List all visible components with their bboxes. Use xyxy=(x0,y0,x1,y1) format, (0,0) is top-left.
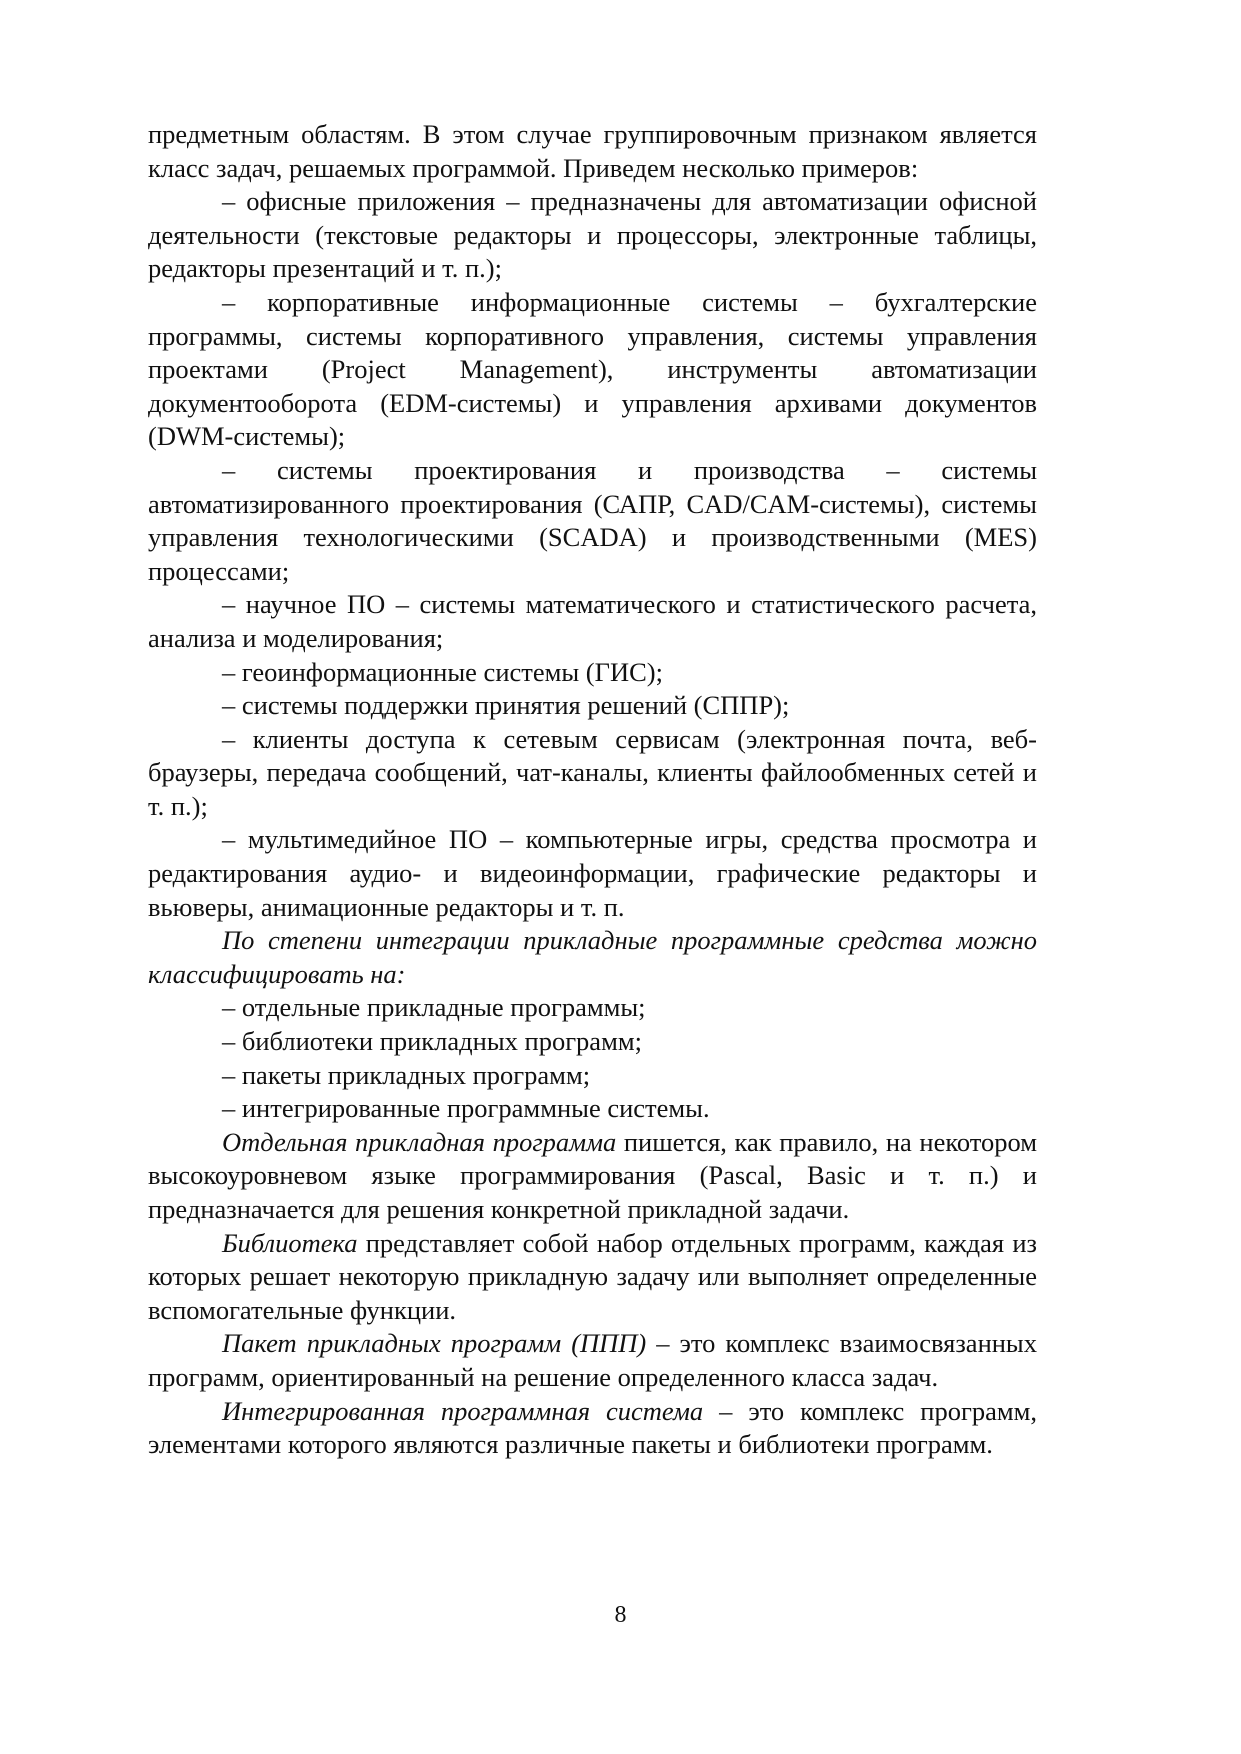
list-item: – интегрированные программные системы. xyxy=(222,1093,710,1124)
list-item: – корпоративные информационные системы – бухгалтерские программы, системы корпоративного управления, системы управления проектами (Project Management), инструменты автоматизации документооборота (EDM-системы) и управления архивами документов (DWM-системы); xyxy=(148,286,1037,452)
definition-paragraph xyxy=(148,1126,1037,1227)
definition-text: – это комплекс взаимосвязанных программ, ориентированный на решение определенного класса задач. xyxy=(148,1328,1037,1392)
definition-term: Библиотека xyxy=(222,1227,358,1258)
definition-term: Интегрированная программная система xyxy=(222,1395,704,1426)
definition-text: пишется, как правило, на некотором высокоуровневом языке программирования (Pascal, Basic и т. п.) и предназначается для решения конкретной прикладной задачи. xyxy=(148,1126,1038,1224)
list-item: – отдельные прикладные программы; xyxy=(222,992,646,1023)
list-item: – офисные приложения – предназначены для автоматизации офисной деятельности (текстовые редакторы и процессоры, электронные таблицы, редакторы презентаций и т. п.); xyxy=(148,186,1037,284)
definition-text: представляет собой набор отдельных программ, каждая из которых решает некоторую прикладную задачу или выполняет определенные вспомогательные функции. xyxy=(148,1227,1037,1325)
definition-text: – это комплекс программ, элементами которого являются различные пакеты и библиотеки программ. xyxy=(148,1395,1037,1460)
page-number: 8 xyxy=(614,1602,627,1628)
page-body xyxy=(148,118,1037,1462)
list-item: – системы поддержки принятия решений (СППР); xyxy=(222,690,790,721)
list-item: – системы проектирования и производства – системы автоматизированного проектирования (САПР, CAD/CAM-системы), системы управления технологическими (SCADA) и производственными (MES) процессами; xyxy=(148,454,1037,586)
list-item: – библиотеки прикладных программ; xyxy=(222,1026,642,1057)
definition-term: Отдельная прикладная программа xyxy=(222,1126,617,1157)
definition-term: Пакет прикладных программ (ППП) xyxy=(222,1328,647,1359)
list-item: – пакеты прикладных программ; xyxy=(222,1059,591,1090)
list-item: – мультимедийное ПО – компьютерные игры, средства просмотра и редактирования аудио- и видеоинформации, графические редакторы и вьюверы, анимационные редакторы и т. п. xyxy=(148,824,1037,922)
definition-paragraph xyxy=(148,1327,1037,1394)
definition-paragraph xyxy=(148,1227,1037,1328)
list-item: – научное ПО – системы математического и статистического расчета, анализа и моделирования; xyxy=(148,589,1037,653)
definition-paragraph xyxy=(148,1395,1037,1462)
list-item: – клиенты доступа к сетевым сервисам (электронная почта, веб-браузеры, передача сообщений, чат-каналы, клиенты файлообменных сетей и т. п.); xyxy=(148,723,1037,821)
intro-paragraph: предметным областям. В этом случае группировочным признаком является класс задач, решаемых программой. Приведем несколько примеров: xyxy=(148,119,1037,183)
list-item: – геоинформационные системы (ГИС); xyxy=(222,656,663,687)
integration-heading: По степени интеграции прикладные программные средства можно классифицировать на: xyxy=(148,925,1037,989)
